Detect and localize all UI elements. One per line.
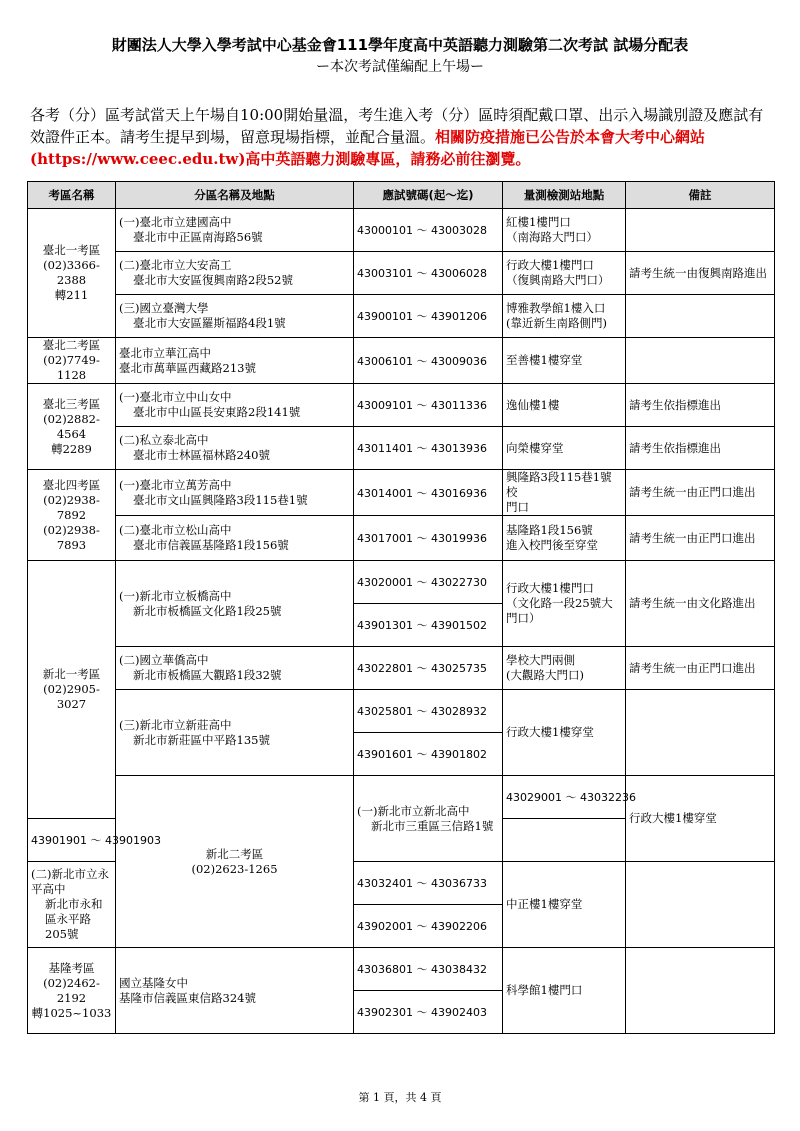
station-cell	[503, 252, 626, 295]
page-footer: 第 1 頁，共 4 頁	[358, 1091, 442, 1104]
site-name: 臺北市立華江高中	[119, 345, 211, 360]
station-cell	[503, 862, 626, 948]
range-cell: 43900101 ～ 43901206	[354, 295, 503, 338]
station-line: (靠近新生南路側門)	[506, 316, 607, 330]
page-subtitle: ー本次考試僅編配上午場ー	[316, 59, 484, 75]
station-cell	[503, 561, 626, 647]
region-cell	[28, 948, 116, 1034]
station-cell	[503, 427, 626, 470]
site-address: 新北市永和區永平路205號	[45, 897, 103, 941]
site-address: 新北市板橋區文化路1段25號	[133, 603, 282, 618]
site-name: (二)私立泰北高中	[119, 433, 209, 447]
note-cell: 請考生統一由復興南路進出	[626, 252, 775, 295]
range-cell: 43000101 ～ 43003028	[354, 209, 503, 252]
region-name: 臺北一考區	[42, 243, 101, 257]
site-address: 臺北市信義區基隆路1段156號	[133, 538, 289, 552]
station-cell	[503, 690, 626, 776]
note-cell: 請考生依指標進出	[626, 427, 775, 470]
site-name: (一)新北市立板橋高中	[119, 588, 232, 603]
col-header-range: 應試號碼(起～迄)	[354, 182, 503, 209]
station-line: 至善樓1樓穿堂	[506, 353, 583, 367]
region-cell	[116, 776, 354, 948]
note-cell: 請考生統一由文化路進出	[626, 561, 775, 647]
station-line: 門口	[506, 500, 529, 514]
table-row	[28, 776, 775, 819]
station-line: （文化路一段25號大	[506, 596, 613, 610]
site-name: (三)新北市立新莊高中	[119, 717, 232, 732]
note-cell: 請考生統一由正門口進出	[626, 470, 775, 516]
site-name: (二)國立華僑高中	[119, 653, 209, 667]
site-cell	[116, 295, 354, 338]
range-cell: 43902301 ～ 43902403	[354, 991, 503, 1034]
station-cell	[503, 338, 626, 384]
table-row	[28, 470, 775, 516]
site-cell	[116, 647, 354, 690]
station-line: 行政大樓1樓門口	[506, 258, 594, 272]
region-name: 新北一考區	[42, 667, 101, 681]
region-cell	[28, 209, 116, 338]
range-cell: 43022801 ～ 43025735	[354, 647, 503, 690]
range-cell: 43036801 ～ 43038432	[354, 948, 503, 991]
notice-text: 各考（分）區考試當天上午場自10:00開始量溫，考生進入考（分）區時須配戴口罩、出示入場識別證及應試有效證件正本。請考生提早到場，留意現場指標，並配合量溫。	[30, 106, 764, 146]
station-line: (大觀路大門口)	[506, 668, 584, 682]
site-address: 臺北市大安區復興南路2段52號	[133, 273, 293, 287]
station-line: 行政大樓1樓穿堂	[629, 811, 717, 825]
note-cell	[626, 862, 775, 948]
station-cell	[503, 384, 626, 427]
site-address: 基隆市信義區東信路324號	[119, 990, 256, 1005]
station-line: 行政大樓1樓穿堂	[506, 725, 594, 739]
range-cell: 43011401 ～ 43013936	[354, 427, 503, 470]
site-name: (一)臺北市立萬芳高中	[119, 477, 232, 492]
site-cell	[28, 862, 116, 948]
site-name: (二)臺北市立松山高中	[119, 523, 232, 537]
table-row	[28, 561, 775, 604]
region-name: 臺北四考區	[42, 477, 101, 492]
note-cell	[626, 948, 775, 1034]
site-cell	[116, 427, 354, 470]
region-cell	[28, 338, 116, 384]
col-header-site: 分區名稱及地點	[116, 182, 354, 209]
note-cell	[626, 338, 775, 384]
table-header-row	[28, 182, 775, 209]
region-ext: 轉2289	[51, 441, 92, 456]
page-title: 財團法人大學入學考試中心基金會111學年度高中英語聽力測驗第二次考試 試場分配表	[111, 36, 689, 54]
col-header-note: 備註	[626, 182, 775, 209]
note-cell: 請考生統一由正門口進出	[626, 516, 775, 561]
station-line: 逸仙樓1樓	[506, 397, 560, 412]
notice-paragraph	[30, 104, 776, 170]
table-row	[28, 384, 775, 427]
region-ext: 轉1025~1033	[31, 1005, 112, 1020]
region-ext: 轉211	[54, 288, 89, 302]
range-cell: 43020001 ～ 43022730	[354, 561, 503, 604]
site-cell	[116, 516, 354, 561]
site-address: 臺北市大安區羅斯福路4段1號	[133, 316, 286, 330]
station-line: 學校大門兩側	[506, 653, 575, 667]
range-cell: 43009101 ～ 43011336	[354, 384, 503, 427]
col-header-station: 量測檢測站地點	[503, 182, 626, 209]
range-cell: 43014001 ～ 43016936	[354, 470, 503, 516]
table-row	[28, 427, 775, 470]
note-cell	[626, 209, 775, 252]
station-line: 博雅教學館1樓入口	[506, 301, 606, 315]
site-name: (一)臺北市立中山女中	[119, 390, 232, 404]
range-cell: 43025801 ～ 43028932	[354, 690, 503, 733]
region-phone: (02)2623-1265	[191, 861, 278, 876]
table-row	[28, 209, 775, 252]
site-cell	[116, 338, 354, 384]
table-row	[28, 690, 775, 733]
site-cell	[116, 690, 354, 776]
range-cell: 43901601 ～ 43901802	[354, 733, 503, 776]
region-phone: (02)7749-1128	[43, 353, 100, 382]
site-name: (二)臺北市立大安高工	[119, 258, 232, 272]
site-cell	[116, 252, 354, 295]
site-name: (一)臺北市立建國高中	[119, 215, 232, 229]
region-cell	[28, 561, 116, 819]
station-line: （南海路大門口）	[506, 230, 598, 244]
region-phone: (02)2905-3027	[43, 682, 100, 711]
notice-red-text: 相關防疫措施已公告於本會大考中心網站(https://www.ceec.edu.tw)高中英語聽力測驗專區，請務必前往瀏覽。	[30, 128, 706, 168]
site-name: 國立基隆女中	[119, 975, 188, 990]
site-address: 臺北市萬華區西藏路213號	[119, 360, 256, 375]
region-name: 臺北二考區	[42, 338, 101, 352]
region-phone: (02)2882-4564	[43, 411, 100, 441]
site-cell	[116, 470, 354, 516]
table-row	[28, 516, 775, 561]
region-name: 臺北三考區	[42, 396, 101, 411]
station-line: 門口）	[506, 611, 541, 625]
range-cell: 43902001 ～ 43902206	[354, 905, 503, 948]
site-cell	[354, 776, 503, 862]
region-phone: (02)2938-7892	[43, 492, 100, 522]
table-row	[28, 338, 775, 384]
site-name: (三)國立臺灣大學	[119, 301, 209, 315]
site-address: 新北市新莊區中平路135號	[133, 732, 270, 747]
station-line: （復興南路大門口）	[506, 273, 610, 287]
station-line: 基隆路1段156號	[506, 523, 593, 537]
table-row	[28, 647, 775, 690]
station-cell	[503, 516, 626, 561]
site-name: (二)新北市立永平高中	[31, 867, 109, 896]
station-line: 進入校門後至穿堂	[506, 538, 598, 552]
region-cell	[28, 470, 116, 561]
table-row	[28, 948, 775, 991]
site-address: 臺北市中正區南海路56號	[133, 230, 263, 244]
region-name: 新北二考區	[205, 846, 264, 861]
station-line: 紅樓1樓門口	[506, 215, 571, 229]
region-phone: (02)3366-2388	[43, 258, 100, 287]
station-cell	[626, 776, 775, 862]
range-cell: 43901901 ～ 43901903	[28, 819, 116, 862]
range-cell: 43003101 ～ 43006028	[354, 252, 503, 295]
station-cell	[503, 209, 626, 252]
station-line: 行政大樓1樓門口	[506, 581, 594, 595]
note-cell	[626, 295, 775, 338]
range-cell: 43901301 ～ 43901502	[354, 604, 503, 647]
range-cell: 43017001 ～ 43019936	[354, 516, 503, 561]
site-address: 臺北市文山區興隆路3段115巷1號	[133, 492, 308, 507]
col-header-region: 考區名稱	[28, 182, 116, 209]
station-line: 興隆路3段115巷1號校	[506, 470, 612, 499]
station-line: 科學館1樓門口	[506, 983, 583, 997]
note-cell: 請考生依指標進出	[626, 384, 775, 427]
site-address: 臺北市士林區福林路240號	[133, 448, 270, 462]
station-line: 中正樓1樓穿堂	[506, 897, 583, 911]
station-line: 向榮樓穿堂	[506, 440, 564, 455]
site-cell	[116, 948, 354, 1034]
table-row	[28, 295, 775, 338]
site-name: (一)新北市立新北高中	[357, 803, 470, 818]
allocation-table	[27, 181, 775, 1034]
table-row	[28, 252, 775, 295]
region-phone-2: (02)2938-7893	[43, 522, 100, 552]
note-cell: 請考生統一由正門口進出	[626, 647, 775, 690]
site-address: 新北市板橋區大觀路1段32號	[133, 668, 282, 682]
site-address: 新北市三重區三信路1號	[371, 818, 494, 833]
station-cell	[503, 470, 626, 516]
station-cell	[503, 295, 626, 338]
note-cell	[626, 690, 775, 776]
station-cell	[503, 948, 626, 1034]
range-cell: 43029001 ～ 43032236	[503, 776, 626, 819]
station-cell	[503, 647, 626, 690]
range-cell: 43032401 ～ 43036733	[354, 862, 503, 905]
site-address: 臺北市中山區長安東路2段141號	[133, 405, 301, 419]
site-cell	[116, 384, 354, 427]
region-name: 基隆考區	[48, 960, 95, 975]
site-cell	[116, 209, 354, 252]
region-cell	[28, 384, 116, 470]
range-cell: 43006101 ～ 43009036	[354, 338, 503, 384]
site-cell	[116, 561, 354, 647]
region-phone: (02)2462-2192	[43, 975, 100, 1005]
